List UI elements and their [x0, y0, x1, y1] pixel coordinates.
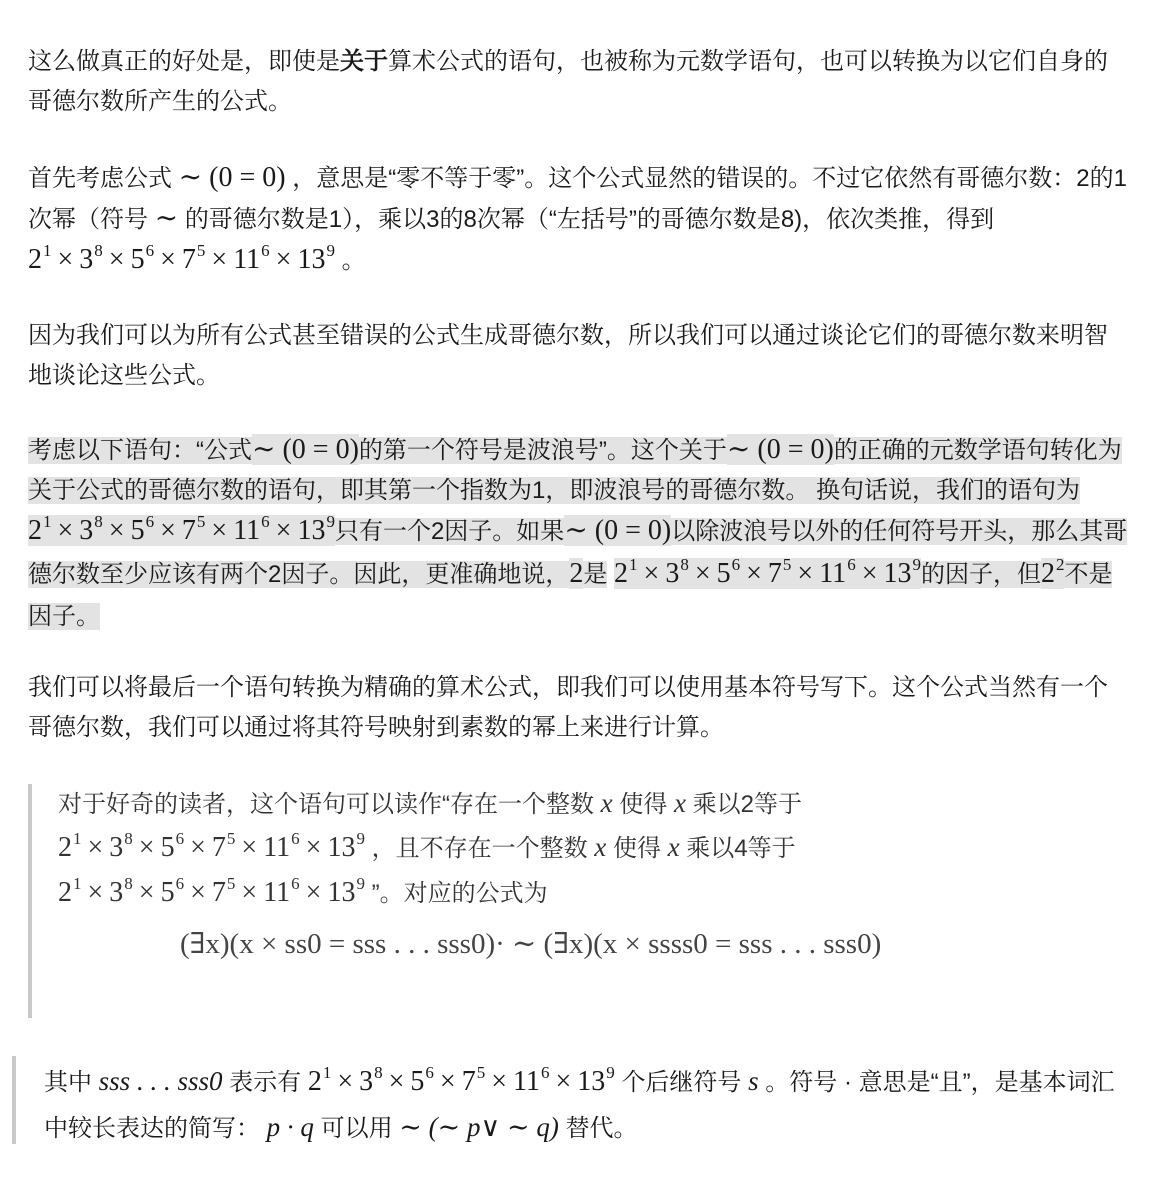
text: 的哥德尔数是1），乘以3的8次幂（“左括号”的哥德尔数是8)，依次类推，得到	[184, 206, 995, 233]
times-operator: ×	[555, 1066, 572, 1097]
times-operator: ×	[87, 877, 104, 908]
text: 这么做真正的好处是，即使是	[28, 48, 340, 75]
prime-base: 11	[233, 515, 261, 546]
godel-number-expression	[614, 555, 921, 589]
prime-base: 5	[130, 515, 145, 546]
times-operator: ×	[190, 877, 206, 908]
blockquote-1	[58, 782, 1118, 917]
prime-base: 5	[160, 877, 175, 908]
exponent: 9	[912, 555, 921, 574]
prime-base: 2	[58, 877, 72, 908]
bold-text: 关于	[340, 48, 388, 75]
text: 。	[341, 247, 366, 274]
text: 乘以4等于	[686, 835, 796, 862]
times-operator: ×	[190, 832, 206, 863]
prime-base: 7	[211, 832, 226, 863]
prime-base: 7	[211, 877, 226, 908]
exponent: 6	[291, 829, 300, 848]
prime-base: 3	[665, 558, 680, 589]
formula-not-zero-eq-zero: ∼ (0 = 0)	[726, 434, 834, 465]
text: 的正确的元数学语句转化为关于公式的哥德尔数的语句，即其第一个指数为1，即波浪号的哥德尔数。 换句话说，我们的语句为	[28, 437, 1122, 504]
times-operator: ×	[305, 832, 322, 863]
blockquote-bar	[28, 784, 32, 1018]
times-operator: ×	[746, 558, 762, 589]
exponent: 6	[847, 555, 856, 574]
times-operator: ×	[57, 515, 74, 546]
godel-number-expression	[58, 874, 365, 908]
paragraph-4-highlighted	[28, 430, 1128, 637]
text: 我们可以将最后一个语句转换为精确的算术公式，即我们可以使用基本符号写下。这个公式当然有一个哥德尔数，我们可以通过将其符号映射到素数的幂上来进行计算。	[28, 674, 1108, 741]
blockquote-2	[44, 1060, 1124, 1150]
times-operator: ×	[138, 877, 155, 908]
exponent: 9	[326, 512, 335, 531]
text: 替代。	[565, 1115, 638, 1142]
prime-base: 2	[614, 558, 629, 589]
times-operator: ×	[694, 558, 711, 589]
exponent: 6	[145, 241, 155, 260]
prime-base: 5	[716, 558, 731, 589]
exponent: 1	[322, 1063, 332, 1082]
prime-base: 7	[461, 1066, 476, 1097]
times-operator: ×	[439, 1066, 456, 1097]
paragraph-5	[28, 668, 1128, 748]
exponent: 9	[356, 829, 365, 848]
exponent: 6	[540, 1063, 550, 1082]
variable-x: x	[667, 832, 680, 862]
prime-base: 2	[58, 832, 72, 863]
exponent: 6	[175, 874, 185, 893]
paragraph-1	[28, 42, 1128, 122]
exponent: 2	[1055, 555, 1065, 574]
exponent: 6	[175, 829, 185, 848]
prime-base: 7	[181, 244, 196, 275]
text: ，且不存在一个整数	[371, 835, 588, 862]
exponent: 6	[425, 1063, 434, 1082]
times-operator: ×	[305, 877, 322, 908]
variable-x: x	[594, 832, 607, 862]
times-operator: ×	[108, 515, 125, 546]
exponent: 1	[43, 241, 52, 260]
exponent: 1	[73, 829, 82, 848]
text: 不是因子。	[28, 561, 1113, 630]
successor-symbol: s	[748, 1066, 759, 1096]
times-operator: ×	[643, 558, 660, 589]
exponent: 5	[782, 555, 792, 574]
text: 。符号 · 意思是“且”，是基本词汇中较长表达的简写：	[44, 1069, 1115, 1142]
prime-base: 3	[79, 515, 94, 546]
prime-base: 3	[109, 832, 124, 863]
exponent: 8	[94, 241, 103, 260]
exponent: 8	[94, 512, 103, 531]
godel-number-expression	[28, 512, 335, 546]
times-operator: ×	[275, 244, 292, 275]
prime-base: 2	[28, 244, 42, 275]
exponent: 8	[374, 1063, 383, 1082]
formula-not-zero-eq-zero: ∼ (0 = 0)	[178, 162, 286, 193]
times-operator: ×	[138, 832, 155, 863]
text: 因为我们可以为所有公式甚至错误的公式生成哥德尔数，所以我们可以通过谈论它们的哥德尔数来明智地谈论这些公式。	[28, 322, 1108, 389]
times-operator: ×	[337, 1066, 354, 1097]
text: 使得	[619, 791, 668, 818]
prime-base: 13	[327, 832, 356, 863]
text: 个后继符号	[621, 1069, 742, 1096]
times-operator: ×	[241, 832, 258, 863]
times-operator: ×	[861, 558, 878, 589]
exponent: 9	[326, 241, 335, 260]
exponent: 6	[731, 555, 741, 574]
base: 2	[1040, 558, 1055, 589]
tilde-symbol: ∼	[154, 203, 179, 234]
times-operator: ×	[211, 515, 228, 546]
exponent: 5	[476, 1063, 486, 1082]
exponent: 5	[196, 241, 206, 260]
prime-base: 13	[297, 244, 326, 275]
prime-base: 11	[233, 244, 261, 275]
times-operator: ×	[388, 1066, 405, 1097]
exponent: 1	[43, 512, 52, 531]
text: 表示有	[229, 1069, 302, 1096]
times-operator: ×	[275, 515, 292, 546]
prime-base: 11	[513, 1066, 540, 1097]
godel-number-expression	[307, 1063, 615, 1097]
prime-base: 5	[160, 832, 175, 863]
exponent: 1	[629, 555, 638, 574]
formula-p-and-q: p · q	[266, 1112, 314, 1142]
prime-base: 13	[297, 515, 326, 546]
prime-base: 13	[577, 1066, 606, 1097]
exponent: 5	[196, 512, 206, 531]
times-operator: ×	[160, 244, 176, 275]
number-two: 2	[569, 558, 584, 589]
exponent: 8	[124, 874, 133, 893]
text: 乘以2等于	[692, 791, 803, 818]
times-operator: ×	[160, 515, 176, 546]
formula-not-zero-eq-zero: ∼ (0 = 0)	[564, 515, 672, 546]
times-operator: ×	[797, 558, 814, 589]
text: 可以用	[320, 1115, 393, 1142]
prime-base: 3	[359, 1066, 374, 1097]
times-operator: ×	[491, 1066, 507, 1097]
prime-base: 13	[883, 558, 912, 589]
prime-base: 2	[307, 1066, 322, 1097]
exponent: 8	[680, 555, 689, 574]
prime-base: 7	[181, 515, 196, 546]
prime-base: 7	[767, 558, 782, 589]
times-operator: ×	[57, 244, 74, 275]
prime-base: 11	[819, 558, 847, 589]
prime-base: 13	[327, 877, 356, 908]
times-operator: ×	[108, 244, 125, 275]
text: 算术公式的语句，也被称为元数学语句，也可以转换为以它们自身的哥德尔数所产生的公式。	[28, 48, 1108, 115]
text: 首先考虑公式	[28, 165, 172, 192]
exponent: 6	[261, 512, 270, 531]
exponent: 6	[145, 512, 155, 531]
text: 是	[583, 561, 608, 588]
prime-base: 11	[263, 832, 291, 863]
variable-x: x	[600, 788, 613, 818]
exponent: 5	[226, 829, 236, 848]
blockquote-bar	[12, 1056, 16, 1144]
prime-base: 2	[28, 515, 42, 546]
text: ，意思是“零不等于零”。这个公式显然的错误的。不过它依然有哥德尔数：2的1次幂（符号	[28, 165, 1127, 233]
exponent: 6	[291, 874, 300, 893]
exponent: 1	[73, 874, 82, 893]
prime-base: 5	[410, 1066, 425, 1097]
text: 其中	[44, 1069, 92, 1096]
text: 对于好奇的读者，这个语句可以读作“存在一个整数	[58, 791, 594, 818]
formula-alternative: ∼ (∼ p∨ ∼ q)	[399, 1112, 559, 1142]
exponent: 8	[124, 829, 133, 848]
prime-base: 11	[263, 877, 291, 908]
formula-not-zero-eq-zero: ∼ (0 = 0)	[252, 434, 359, 465]
exponent: 9	[356, 874, 365, 893]
variable-x: x	[674, 788, 686, 818]
godel-number-expression	[28, 241, 335, 275]
prime-base: 3	[109, 877, 124, 908]
two-squared	[1040, 555, 1065, 589]
times-operator: ×	[241, 877, 258, 908]
times-operator: ×	[211, 244, 228, 275]
godel-number-expression	[58, 829, 365, 863]
exponent: 9	[606, 1063, 615, 1082]
paragraph-3	[28, 316, 1128, 396]
exponent: 5	[226, 874, 236, 893]
successor-expression: sss . . . sss0	[98, 1066, 223, 1096]
text: 使得	[612, 835, 661, 862]
text: 的因子，但	[920, 561, 1041, 588]
exponent: 6	[261, 241, 270, 260]
paragraph-2	[28, 158, 1128, 283]
text: ”。对应的公式为	[371, 880, 548, 907]
text: 的第一个符号是波浪号”。这个关于	[358, 437, 727, 464]
display-formula: (∃x)(x × ss0 = sss . . . sss0)· ∼ (∃x)(x × ssss0 = sss . . . sss0)	[180, 928, 882, 960]
prime-base: 5	[130, 244, 145, 275]
text: 只有一个2因子。如果	[334, 518, 565, 545]
text: 考虑以下语句：“公式	[28, 437, 252, 464]
times-operator: ×	[87, 832, 104, 863]
prime-base: 3	[79, 244, 94, 275]
text: 以除波浪号以外的任何符号开头，那么其哥德尔数至少应该有两个2因子。因此，更准确地说，	[28, 518, 1128, 588]
